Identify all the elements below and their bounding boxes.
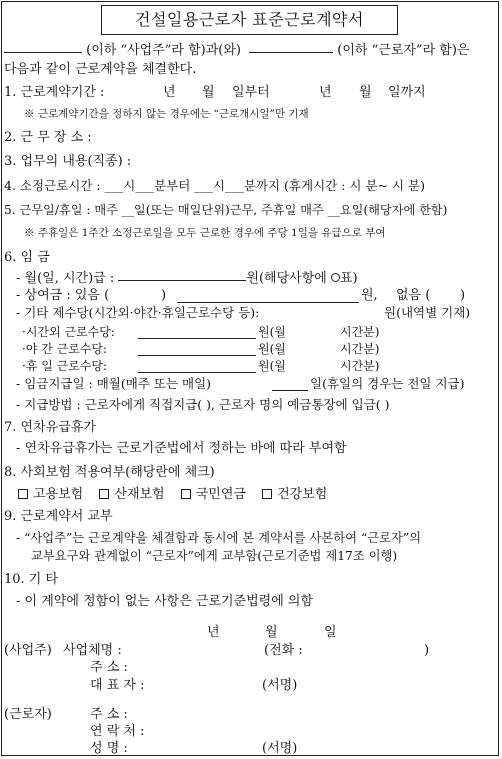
s1-year1: 년 [163,85,176,100]
wage-amount-blank[interactable] [118,279,246,281]
holiday-won: 원(월 [258,359,286,373]
s1-month2: 월 [359,85,372,100]
section-10-label: 10. 기 타 [4,572,59,587]
bonus-line [16,288,109,304]
section-6-label: 6. 임 금 [4,250,50,265]
night-hours: 시간분) [340,342,380,356]
insurance-option-pension[interactable] [181,487,246,502]
employer-name-blank[interactable] [4,51,82,53]
intro-worker-text: (이하 “근로자”라 함)은 [337,43,470,58]
overtime-hours: 시간분) [340,325,380,339]
section-4-label: 4. 소정근로시간 : ___시___분부터 ___시___분까지 (휴게시간 : 시 분~ 시 분) [4,178,425,193]
section-1-note: ※ 근로계약기간을 정하지 않는 경우에는 “근로개시일”만 기재 [24,108,309,120]
bonus-paren-close: ) [161,288,167,303]
date-year: 년 [207,625,220,640]
employer-sign: (서명) [262,678,298,693]
date-day: 일 [324,625,337,640]
option-label: 산재보험 [114,487,165,502]
section-9-line-2: 교부요구와 관계없이 “근로자”에게 교부함(근로기준법 제17조 이행) [31,549,398,563]
section-1-label: 1. 근로계약기간 : [4,85,105,100]
insurance-options [18,487,327,503]
insurance-option-industrial[interactable] [99,487,164,502]
insurance-option-health[interactable] [262,487,327,502]
intro-line-2: 다음과 같이 근로계약을 체결한다. [4,62,197,77]
option-label: 고용보험 [33,487,84,502]
worker-contact-label: 연 락 처 : [90,724,145,739]
bonus-label: - 상여금 : 있음 ( [16,288,110,303]
section-9-label: 9. 근로계약서 교부 [4,509,113,524]
payday-suffix: 일(휴일의 경우는 전일 지급) [310,376,465,391]
worker-name-label: 성 명 : [90,741,128,756]
checkbox-icon[interactable] [262,489,272,499]
section-9-line-1: - “사업주”는 근로계약을 체결함과 동시에 본 계약서를 사본하여 “근로자”의 [16,531,422,545]
checkbox-icon[interactable] [18,489,28,499]
bonus-amount-blank[interactable] [177,301,359,303]
overtime-blank[interactable] [138,337,256,339]
section-8-label: 8. 사회보험 적용여부(해당란에 체크) [4,465,215,480]
other-allowance-suffix: 원(내역별 기재) [384,305,471,320]
bonus-won: 원, [361,288,378,303]
payday-label: - 임금지급일 : 매월(매주 또는 매일) [16,376,212,391]
wage-line [16,271,358,287]
section-5-note: ※ 주휴일은 1주간 소정근로일을 모두 근로한 경우에 주당 1일을 유급으로 부여 [24,227,386,239]
bonus-none: 없음 ( [396,288,431,303]
s1-month1: 월 [202,85,215,100]
intro-line-1 [4,43,469,59]
s1-year2: 년 [319,85,332,100]
employer-tag: (사업주) [4,643,52,658]
s1-day1: 일부터 [232,85,270,100]
employer-company-label: 사업체명 : [63,643,122,658]
payday-blank[interactable] [272,389,308,391]
circle-mark-icon [331,273,340,282]
option-label: 건강보험 [277,487,328,502]
night-line [22,341,107,357]
checkbox-icon[interactable] [99,489,109,499]
date-month: 월 [265,625,278,640]
s1-day2: 일까지 [388,85,426,100]
document-title: 건설일용근로자 표준근로계약서 [101,5,398,35]
employer-address-label: 주 소 : [90,660,128,675]
section-7-label: 7. 연차유급휴가 [4,420,96,435]
employer-phone-label: (전화 : [264,643,303,658]
night-won: 원(월 [258,342,286,356]
worker-sign: (서명) [262,741,298,756]
payment-method: - 지급방법 : 근로자에게 직접지급( ), 근로자 명의 예금통장에 입금( ) [16,397,390,412]
employer-phone-close: ) [424,643,430,658]
wage-mark-end: 표) [339,271,358,286]
section-2-label: 2. 근 무 장 소 : [4,130,92,145]
holiday-label: ·휴 일 근로수당: [22,359,108,373]
option-label: 국민연금 [195,487,246,502]
worker-tag: (근로자) [4,707,52,722]
overtime-label: ·시간외 근로수당: [22,325,115,339]
worker-name-blank[interactable] [249,51,333,53]
insurance-option-employment[interactable] [18,487,83,502]
night-label: ·야 간 근로수당: [22,342,108,356]
holiday-blank[interactable] [138,371,256,373]
section-7-item: - 연차유급휴가는 근로기준법에서 정하는 바에 따라 부여함 [16,441,347,456]
section-3-label: 3. 업무의 내용(직종) : [4,154,132,169]
overtime-line [22,324,115,340]
other-allowance-label: - 기타 제수당(시간외·야간·휴일근로수당 등): [16,305,260,320]
wage-label: - 월(일, 시간)급 : [16,271,115,286]
holiday-hours: 시간분) [340,359,380,373]
employer-rep-label: 대 표 자 : [90,678,145,693]
checkbox-icon[interactable] [181,489,191,499]
payday-line [16,376,211,392]
worker-address-label: 주 소 : [90,707,128,722]
section-5-label: 5. 근무일/휴일 : 매주 __일(또는 매일단위)근무, 주휴일 매주 __요일(해당자에 한함) [4,203,448,217]
wage-unit: 원(해당사항에 [246,271,327,286]
overtime-won: 원(월 [258,325,286,339]
bonus-none-close: ) [460,288,466,303]
night-blank[interactable] [138,354,256,356]
intro-employer-text: (이하 “사업주”라 함)과(와) [86,43,242,58]
holiday-line [22,358,107,374]
section-10-item: - 이 계약에 정함이 없는 사항은 근로기준법령에 의함 [16,594,314,609]
